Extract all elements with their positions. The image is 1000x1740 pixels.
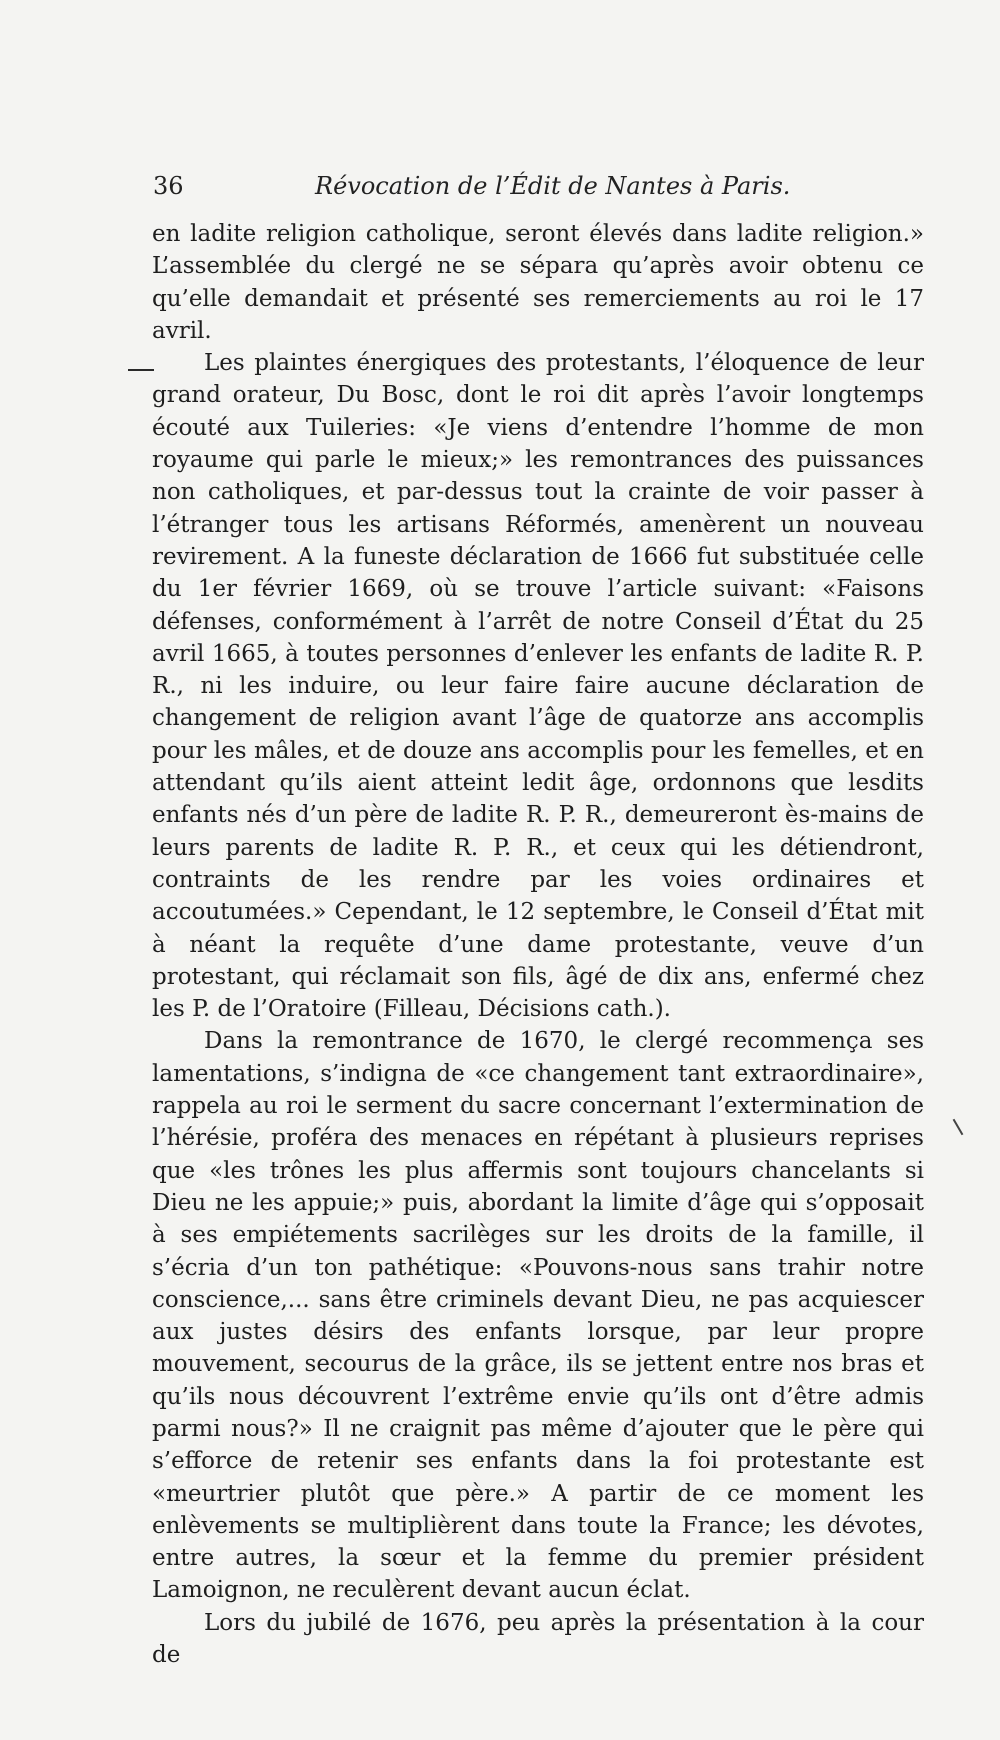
paragraph-3: Dans la remontrance de 1670, le clergé recommença ses lamentations, s’indigna de «ce changement tant extraordinaire», rappela au roi le serment du sacre concernant l’extermination de l’hérésie, proféra des menaces en répétant à plusieurs reprises que «les trônes les plus affermis sont toujours chancelants si Dieu ne les appuie;» puis, abordant la limite d’âge qui s’opposait à ses empiétements sacrilèges sur les droits de la famille, il s’écria d’un ton pathétique: «Pouvons-nous sans trahir notre conscience,... sans être criminels devant Dieu, ne pas acquiescer aux justes désirs des enfants lorsque, par leur propre mouvement, secourus de la grâce, ils se jettent entre nos bras et qu’ils nous découvrent l’extrême envie qu’ils ont d’être admis parmi nous?» Il ne craignit pas même d’ajouter que le père qui s’efforce de retenir ses enfants dans la foi protestante est «meurtrier plutôt que père.» A partir de ce moment les enlèvements se multiplièrent dans toute la France; les dévotes, entre autres, la sœur et la femme du premier président Lamoignon, ne reculèrent devant aucun éclat.: [152, 1028, 924, 1604]
paragraph-4: Lors du jubilé de 1676, peu après la présentation à la cour de: [152, 1609, 924, 1669]
body-text: [152, 218, 924, 1671]
page-number: 36: [153, 172, 184, 200]
running-title: Révocation de l’Édit de Nantes à Paris.: [315, 172, 791, 200]
page-header: [153, 172, 923, 206]
paragraph-2: Les plaintes énergiques des protestants, l’éloquence de leur grand orateur, Du Bosc, dont le roi dit après l’avoir longtemps écouté aux Tuileries: «Je viens d’entendre l’homme de mon royaume qui parle le mieux;» les remontrances des puissances non catholiques, et par-dessus tout la crainte de voir passer à l’étranger tous les artisans Réformés, amenèrent un nouveau revirement. A la funeste déclaration de 1666 fut substituée celle du 1er février 1669, où se trouve l’article suivant: «Faisons défenses, conformément à l’arrêt de notre Conseil d’État du 25 avril 1665, à toutes personnes d’enlever les enfants de ladite R. P. R., ni les induire, ou leur faire faire aucune déclaration de changement de religion avant l’âge de quatorze ans accomplis pour les mâles, et de douze ans accomplis pour les femelles, et en attendant qu’ils aient atteint ledit âge, ordonnons que lesdits enfants nés d’un père de ladite R. P. R., demeureront ès-mains de leurs parents de ladite R. P. R., et ceux qui les détiendront, contraints de les rendre par les voies ordinaires et accoutumées.» Cependant, le 12 septembre, le Conseil d’État mit à néant la requête d’une dame protestante, veuve d’un protestant, qui réclamait son fils, âgé de dix ans, enfermé chez les P. de l’Oratoire (Filleau, Décisions cath.).: [152, 350, 924, 1023]
paragraph-1: en ladite religion catholique, seront élevés dans ladite religion.» L’assemblée du clergé ne se sépara qu’après avoir obtenu ce qu’elle demandait et présenté ses remerciements au roi le 17 avril.: [152, 221, 924, 344]
stray-pen-mark: [953, 1119, 964, 1136]
margin-pen-mark: [128, 369, 154, 371]
